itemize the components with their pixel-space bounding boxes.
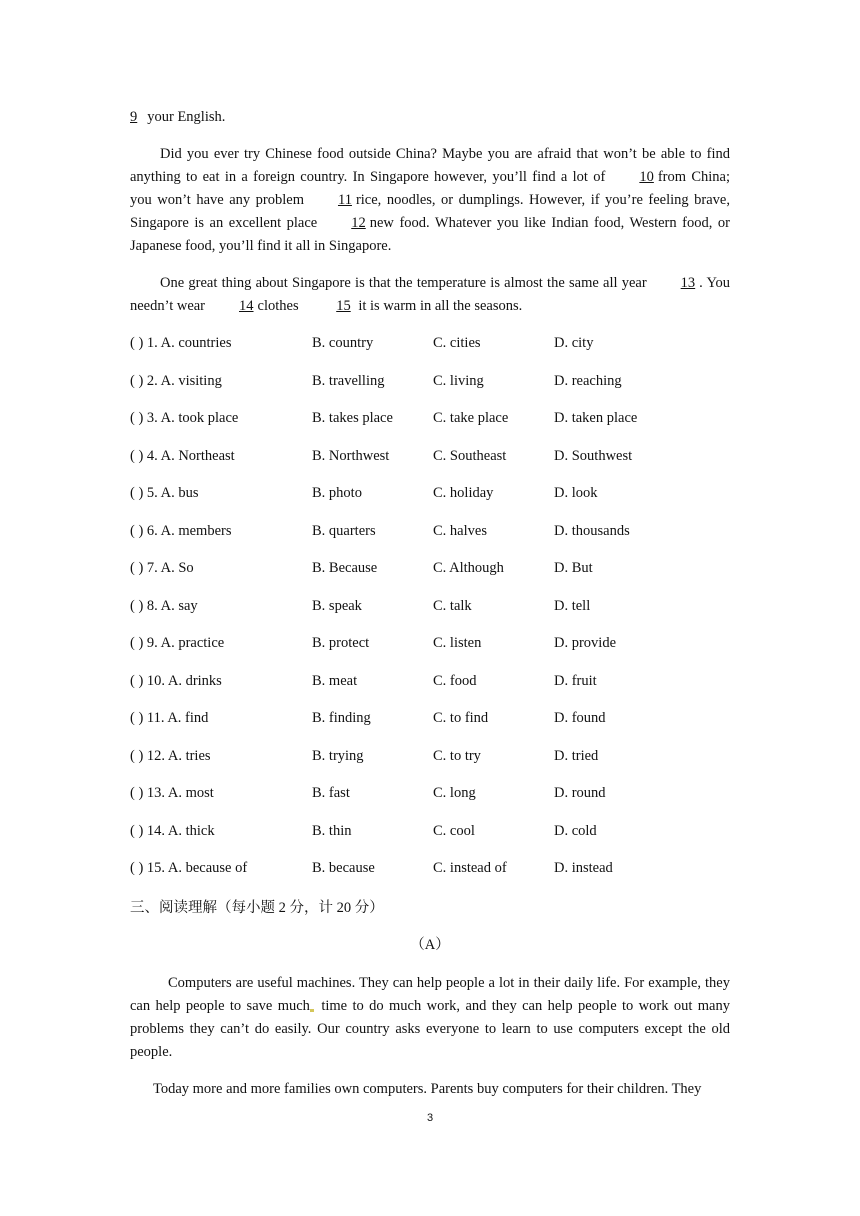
- option-d: D. tried: [554, 747, 599, 764]
- cloze-paragraph-weather: [130, 272, 730, 318]
- option-a: ( ) 14. A. thick: [130, 822, 215, 839]
- document-page: [130, 106, 730, 1101]
- blank-9: 9: [130, 109, 138, 125]
- option-b: B. speak: [312, 597, 362, 614]
- option-row: [130, 370, 730, 408]
- option-a: ( ) 1. A. countries: [130, 335, 232, 351]
- option-row: [130, 820, 730, 858]
- option-c: C. holiday: [433, 485, 494, 501]
- option-row: [130, 520, 730, 558]
- option-row: [130, 445, 730, 483]
- option-d: D. instead: [554, 860, 613, 876]
- blank-15: 15: [336, 298, 351, 314]
- option-row: [130, 482, 730, 520]
- option-c: C. to find: [433, 710, 489, 726]
- option-d: D. tell: [554, 597, 591, 614]
- reading-paragraph-1: [130, 972, 730, 1064]
- blank-13: 13: [680, 275, 696, 291]
- continued-text: your English.: [147, 109, 226, 125]
- option-d: D. round: [554, 785, 606, 801]
- option-d: D. city: [554, 335, 594, 351]
- option-c: C. listen: [433, 635, 482, 651]
- option-a: ( ) 4. A. Northeast: [130, 447, 235, 464]
- reading-paragraph-2: Today more and more families own computers. Parents buy computers for their children. They: [153, 1080, 702, 1097]
- option-a: ( ) 10. A. drinks: [130, 672, 222, 689]
- option-a: ( ) 8. A. say: [130, 597, 198, 614]
- text-segment: . You needn’t wear: [130, 275, 730, 314]
- text-segment: Computers are useful machines. They can help people a lot in their daily life. For example, they can help people to save much: [130, 974, 730, 1014]
- option-a: ( ) 6. A. members: [130, 522, 232, 539]
- option-row: [130, 782, 730, 820]
- option-b: B. fast: [312, 785, 350, 801]
- option-b: B. photo: [312, 485, 362, 501]
- option-b: B. Northwest: [312, 447, 390, 464]
- option-row: [130, 632, 730, 670]
- text-segment: from China; you won’t have any problem: [130, 169, 730, 208]
- blank-14: 14: [239, 298, 254, 314]
- option-d: D. look: [554, 485, 598, 501]
- text-segment: new food. Whatever you like Indian food, Western food, or Japanese food, you’ll find it all in Singapore.: [130, 215, 730, 254]
- option-d: D. Southwest: [554, 447, 633, 464]
- option-a: ( ) 5. A. bus: [130, 485, 199, 501]
- option-a: ( ) 12. A. tries: [130, 747, 211, 764]
- option-b: B. takes place: [312, 410, 393, 426]
- option-c: C. instead of: [433, 860, 507, 876]
- option-d: D. thousands: [554, 522, 630, 539]
- text-segment: clothes: [257, 298, 299, 314]
- blank-10: 10: [639, 169, 654, 185]
- option-c: C. food: [433, 672, 477, 689]
- option-b: B. trying: [312, 747, 364, 764]
- option-row: [130, 332, 730, 370]
- option-b: B. finding: [312, 710, 371, 726]
- option-b: B. meat: [312, 672, 358, 689]
- option-c: C. cool: [433, 822, 475, 839]
- option-c: C. Southeast: [433, 447, 507, 464]
- option-row: [130, 670, 730, 708]
- cloze-paragraph-food: [130, 143, 730, 258]
- text-segment: Did you ever try Chinese food outside China? Maybe you are afraid that won’t be able to find anything to eat in a foreign country. In Singapore however, you’ll find a lot of: [130, 146, 730, 185]
- option-d: D. But: [554, 560, 593, 576]
- text-segment: time to do much work, and they can help people to work out many problems they can’t do easily. Our country asks everyone to learn to use computers except the old people.: [130, 997, 730, 1060]
- option-d: D. cold: [554, 822, 597, 839]
- option-a: ( ) 3. A. took place: [130, 410, 239, 426]
- option-c: C. cities: [433, 335, 481, 351]
- blank-12: 12: [351, 215, 366, 231]
- option-a: ( ) 13. A. most: [130, 785, 214, 801]
- option-row: [130, 745, 730, 783]
- option-c: C. take place: [433, 410, 509, 426]
- option-row: [130, 557, 730, 595]
- option-c: C. living: [433, 372, 484, 389]
- option-b: B. quarters: [312, 522, 376, 539]
- option-d: D. provide: [554, 635, 617, 651]
- option-a: ( ) 7. A. So: [130, 560, 194, 576]
- option-d: D. found: [554, 710, 606, 726]
- options-list: [130, 332, 730, 895]
- text-segment: it is warm in all the seasons.: [358, 298, 523, 314]
- option-d: D. taken place: [554, 410, 638, 426]
- text-segment: One great thing about Singapore is that the temperature is almost the same all year: [160, 275, 647, 291]
- option-b: B. because: [312, 860, 375, 876]
- passage-label: （A）: [410, 936, 450, 953]
- option-b: B. protect: [312, 635, 370, 651]
- option-a: ( ) 2. A. visiting: [130, 372, 222, 389]
- option-a: ( ) 15. A. because of: [130, 860, 248, 876]
- continued-line: [130, 106, 730, 129]
- section-heading: 三、阅读理解（每小题 2 分，计 20 分）: [130, 899, 384, 916]
- option-c: C. talk: [433, 597, 472, 614]
- option-d: D. fruit: [554, 672, 597, 689]
- option-c: C. Although: [433, 560, 504, 576]
- text-segment: rice, noodles, or dumplings. However, if you’re feeling brave, Singapore is an excellent place: [130, 192, 730, 231]
- option-row: [130, 595, 730, 633]
- option-d: D. reaching: [554, 372, 622, 389]
- option-b: B. travelling: [312, 372, 385, 389]
- option-a: ( ) 11. A. find: [130, 710, 209, 726]
- option-c: C. halves: [433, 522, 487, 539]
- page-number: 3: [426, 1112, 434, 1124]
- option-row: [130, 707, 730, 745]
- blank-11: 11: [337, 192, 352, 208]
- option-b: B. Because: [312, 560, 378, 576]
- option-b: B. thin: [312, 822, 352, 839]
- option-b: B. country: [312, 335, 374, 351]
- option-c: C. to try: [433, 747, 481, 764]
- option-a: ( ) 9. A. practice: [130, 635, 225, 651]
- highlight-mark: [310, 1009, 314, 1012]
- option-c: C. long: [433, 785, 476, 801]
- option-row: [130, 407, 730, 445]
- option-row: [130, 857, 730, 895]
